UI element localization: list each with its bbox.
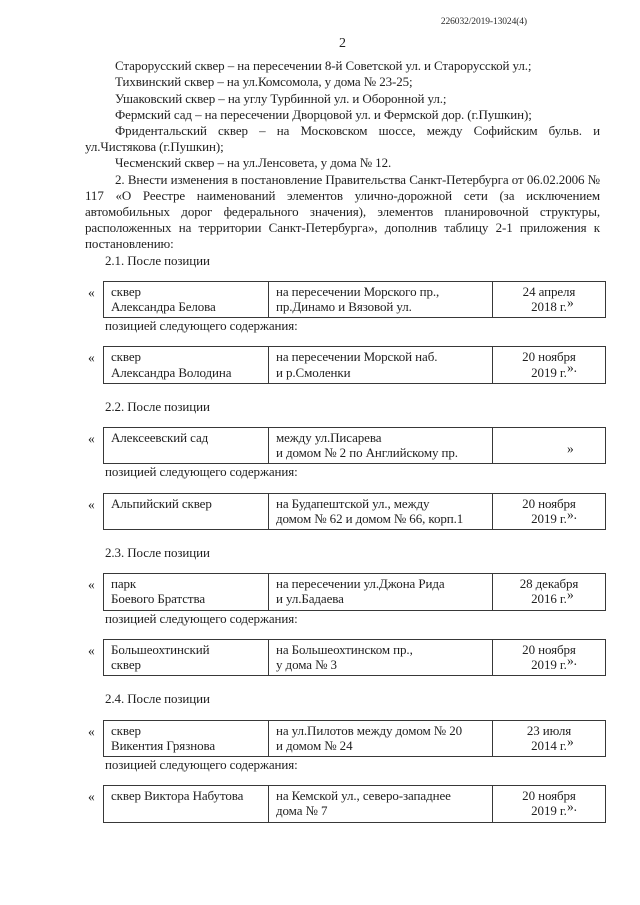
intro-paragraph: Фермский сад – на пересечении Дворцовой ул. и Фермской дор. (г.Пушкин); (115, 106, 532, 122)
open-quote-mark: « (88, 350, 95, 366)
subsection-heading: 2.4. После позиции (105, 691, 210, 707)
intro-paragraph: Фридентальский сквер – на Московском шоссе, между Софийским бульв. и ул.Чистякова (г.Пушкин); (85, 123, 600, 155)
cell-line: домом № 62 и домом № 66, корп.1 (276, 510, 464, 526)
name-cell (104, 493, 269, 529)
location-cell (269, 493, 493, 529)
cell-line: на пересечении Морского пр., (276, 283, 440, 299)
open-quote-mark: « (88, 496, 95, 512)
cell-line: 2019 г. (531, 803, 567, 819)
cell-line: и р.Смоленки (276, 364, 351, 380)
close-quote-mark: ». (567, 506, 577, 522)
cell-line: 20 ноября (522, 349, 576, 365)
cell-line: 20 ноября (522, 788, 576, 804)
cell-line: Александра Белова (111, 299, 216, 315)
date-cell (493, 347, 606, 383)
position-table (103, 785, 606, 822)
cell-line: пр.Динамо и Вязовой ул. (276, 299, 412, 315)
table-block-before (88, 427, 574, 464)
intro-paragraph: Тихвинский сквер – на ул.Комсомола, у дома № 23-25; (115, 74, 413, 90)
cell-line: на Кемской ул., северо-западнее (276, 788, 451, 804)
cell-line: дома № 7 (276, 803, 328, 819)
open-quote-mark: « (88, 723, 95, 739)
cell-line: у дома № 3 (276, 657, 337, 673)
subsection-2-4 (85, 691, 600, 822)
table-block-after (88, 346, 577, 383)
cell-line: 28 декабря (519, 576, 579, 592)
location-cell (269, 574, 493, 610)
cell-line: 20 ноября (522, 641, 576, 657)
cell-line: 2019 г. (531, 364, 567, 380)
close-quote-mark: » (567, 587, 574, 603)
location-cell (269, 639, 493, 675)
intro-paragraph: Чесменский сквер – на ул.Ленсовета, у дома № 12. (115, 155, 392, 171)
date-cell (493, 428, 606, 464)
cell-line: 2019 г. (531, 657, 567, 673)
mid-label: позицией следующего содержания: (105, 318, 298, 334)
name-cell (104, 574, 269, 610)
position-table (103, 573, 606, 610)
date-cell (493, 493, 606, 529)
cell-line: парк (111, 576, 137, 592)
mid-label: позицией следующего содержания: (105, 610, 298, 626)
table-row (104, 639, 606, 675)
location-cell (269, 786, 493, 822)
cell-line: сквер (111, 722, 141, 738)
subsection-heading: 2.2. После позиции (105, 398, 210, 414)
mid-label: позицией следующего содержания: (105, 756, 298, 772)
cell-line: 2016 г. (531, 591, 567, 607)
cell-line: на пересечении ул.Джона Рида (276, 576, 445, 592)
amendment-paragraph: 2. Внести изменения в постановление Правительства Санкт-Петербурга от 06.02.2006 № 117 «О Реестре наименований элементов улично-дорожной сети (за исключением автомобильных дорог федерального значения), элементов планировочной структуры, расположенных на территории Санкт-Петербурга», дополнив таблицу 2-1 приложения к постановлению: (85, 171, 600, 252)
table-block-after (88, 639, 577, 676)
name-cell (104, 720, 269, 756)
position-table (103, 427, 606, 464)
date-cell (493, 281, 606, 317)
table-row (104, 574, 606, 610)
page-number: 2 (339, 36, 346, 51)
location-cell (269, 720, 493, 756)
subsection-heading: 2.3. После позиции (105, 545, 210, 561)
cell-line: сквер (111, 657, 141, 673)
table-block-before (88, 573, 579, 610)
cell-line: на Большеохтинском пр., (276, 641, 413, 657)
position-table (103, 720, 606, 757)
open-quote-mark: « (88, 284, 95, 300)
location-cell (269, 281, 493, 317)
close-quote-mark: » (567, 441, 574, 457)
cell-line: и домом № 24 (276, 737, 353, 753)
cell-line: Большеохтинский (111, 641, 210, 657)
cell-line: 2018 г. (531, 299, 567, 315)
date-cell (493, 574, 606, 610)
cell-line: между ул.Писарева (276, 430, 382, 446)
date-cell (493, 786, 606, 822)
cell-line: сквер (111, 349, 141, 365)
close-quote-mark: » (567, 733, 574, 749)
position-table (103, 281, 606, 318)
close-quote-mark: ». (567, 652, 577, 668)
name-cell (104, 786, 269, 822)
table-block-before (88, 281, 576, 318)
close-quote-mark: » (567, 294, 574, 310)
name-cell (104, 639, 269, 675)
cell-line: Александра Володина (111, 364, 232, 380)
open-quote-mark: « (88, 642, 95, 658)
name-cell (104, 281, 269, 317)
cell-line: 23 июля (526, 722, 572, 738)
date-cell (493, 720, 606, 756)
cell-line: Боевого Братства (111, 591, 206, 607)
cell-line: и домом № 2 по Английскому пр. (276, 445, 458, 461)
page-content (85, 36, 600, 823)
name-cell (104, 347, 269, 383)
cell-line: Викентия Грязнова (111, 737, 216, 753)
mid-label: позицией следующего содержания: (105, 464, 298, 480)
location-cell (269, 347, 493, 383)
table-row (104, 281, 606, 317)
open-quote-mark: « (88, 789, 95, 805)
open-quote-mark: « (88, 577, 95, 593)
subsection-heading: 2.1. После позиции (105, 252, 210, 268)
cell-line: на Будапештской ул., между (276, 495, 430, 511)
subsection-2-1 (85, 253, 600, 384)
close-quote-mark: ». (567, 799, 577, 815)
subsection-2-2 (85, 399, 600, 530)
cell-line: на ул.Пилотов между домом № 20 (276, 722, 463, 738)
position-table (103, 346, 606, 383)
position-table (103, 493, 606, 530)
cell-line: 2014 г. (531, 737, 567, 753)
intro-paragraph: Ушаковский сквер – на углу Турбинной ул. и Оборонной ул.; (115, 90, 447, 106)
cell-line: сквер (111, 283, 141, 299)
position-table (103, 639, 606, 676)
document-code: 226032/2019-13024(4) (440, 17, 527, 27)
table-row (104, 786, 606, 822)
cell-line: 24 апреля (522, 283, 576, 299)
table-block-after (88, 493, 577, 530)
table-block-after (88, 785, 577, 822)
cell-line: 2019 г. (531, 510, 567, 526)
cell-line: и ул.Бадаева (276, 591, 344, 607)
date-cell (493, 639, 606, 675)
table-row (104, 428, 606, 464)
cell-line: на пересечении Морской наб. (276, 349, 438, 365)
cell-line: Алексеевский сад (111, 430, 209, 446)
close-quote-mark: ». (567, 360, 577, 376)
location-cell (269, 428, 493, 464)
table-row (104, 493, 606, 529)
intro-paragraph: Старорусский сквер – на пересечении 8-й Советской ул. и Старорусской ул.; (115, 58, 532, 74)
cell-line: 20 ноября (522, 495, 576, 511)
table-row (104, 347, 606, 383)
name-cell (104, 428, 269, 464)
cell-line: Альпийский сквер (111, 495, 212, 511)
table-block-before (88, 720, 574, 757)
subsection-2-3 (85, 545, 600, 676)
open-quote-mark: « (88, 431, 95, 447)
table-row (104, 720, 606, 756)
cell-line: сквер Виктора Набутова (111, 788, 244, 804)
